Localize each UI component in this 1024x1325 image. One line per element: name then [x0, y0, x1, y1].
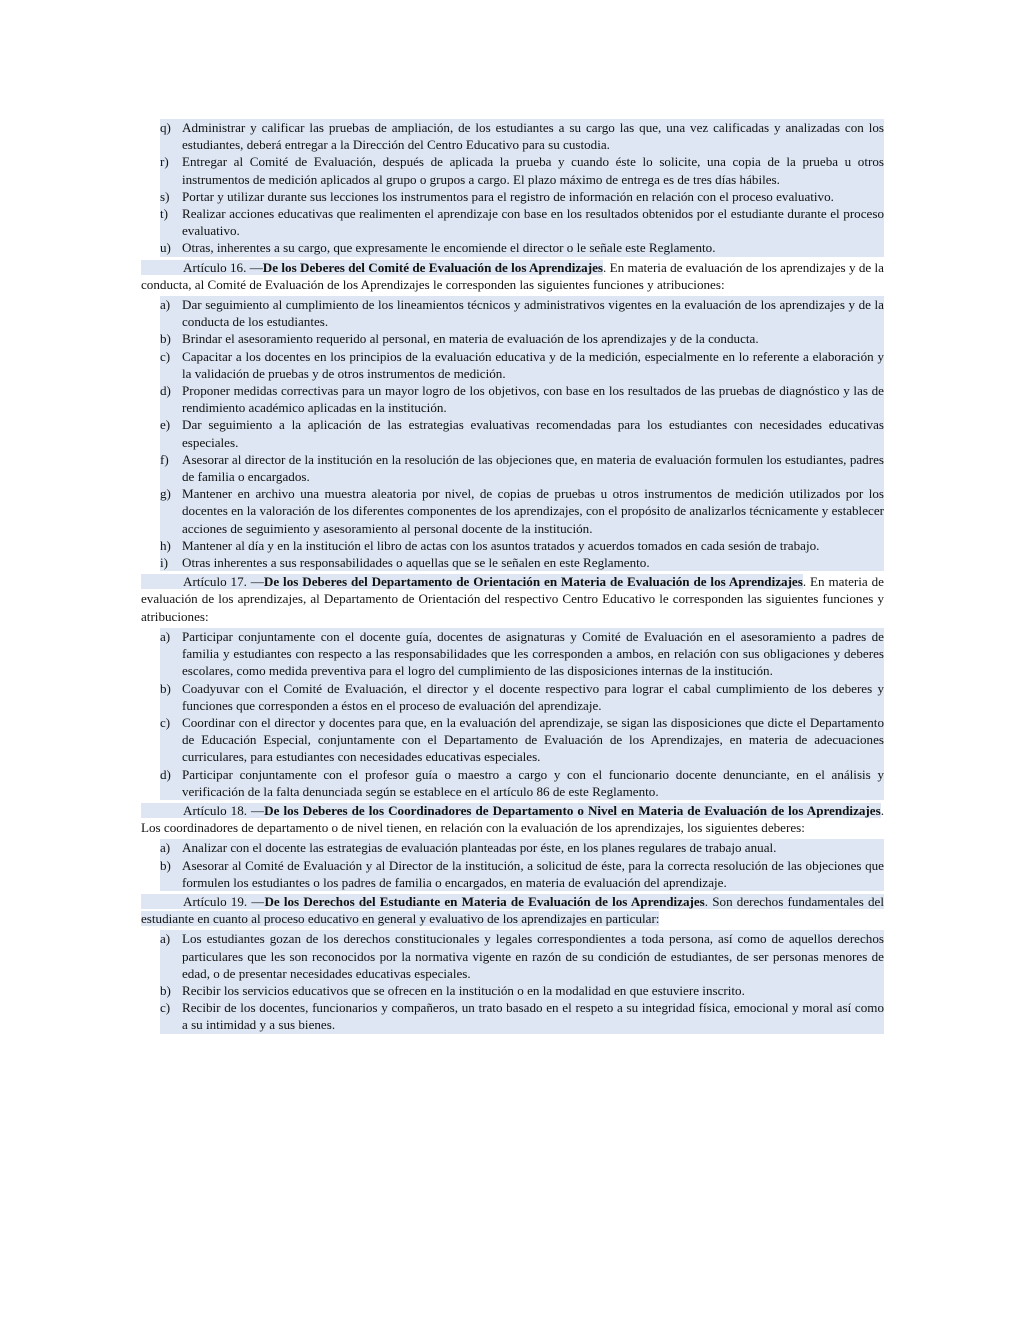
article-19-body: . Son derechos fundamentales del estudiante en cuanto al proceso educativo en general y evaluativo de los aprendizajes en particular:	[141, 893, 884, 927]
list-item-label: a)	[160, 297, 171, 313]
list-item-label: t)	[160, 206, 168, 222]
article-16	[141, 259, 884, 293]
rights-list-students	[141, 930, 884, 1033]
list-item-label: b)	[160, 680, 171, 696]
list-item	[160, 348, 884, 382]
list-item	[160, 451, 884, 485]
list-item-label: c)	[160, 1000, 171, 1016]
list-item	[160, 628, 884, 680]
list-item-text: Portar y utilizar durante sus lecciones los instrumentos para el registro de información en relación con el proceso evaluativo.	[182, 188, 834, 204]
duties-list-teachers	[141, 119, 884, 257]
list-item	[160, 999, 884, 1033]
list-item-text: Coordinar con el director y docentes para que, en la evaluación del aprendizaje, se sigan las disposiciones que dicte el Departamento de Educación Especial, conjuntamente con el Departamento de Evaluación de los Aprendizajes, en materia de adecuaciones curriculares, para estudiantes con necesidades educativas especiales.	[182, 714, 884, 765]
article-16-prefix: Artículo 16. —	[183, 259, 263, 275]
list-item-label: s)	[160, 188, 170, 204]
list-item-text: Mantener al día y en la institución el libro de actas con los asuntos tratados y acuerdos tomados en cada sesión de trabajo.	[182, 537, 820, 553]
list-item	[160, 153, 884, 187]
list-item-text: Coadyuvar con el Comité de Evaluación, el director y el docente respectivo para lograr el cabal cumplimiento de los deberes y funciones que corresponden a éstos en el proceso de evaluación del aprendizaje.	[182, 680, 884, 713]
list-item-label: g)	[160, 486, 171, 502]
list-item-text: Capacitar a los docentes en los principios de la evaluación educativa y de la medición, especialmente en lo referente a elaboración y la validación de pruebas y de otros instrumentos de medición.	[182, 348, 884, 381]
list-item-label: r)	[160, 154, 169, 170]
list-item-text: Recibir los servicios educativos que se ofrecen en la institución o en la modalidad en que estuviere inscrito.	[182, 982, 745, 998]
list-item	[160, 537, 884, 554]
article-18-heading: De los Deberes de los Coordinadores de Departamento o Nivel en Materia de Evaluación de los Aprendizajes	[264, 802, 881, 818]
list-item	[160, 296, 884, 330]
list-item	[160, 416, 884, 450]
article-16-body: . En materia de evaluación de los aprendizajes y de la conducta, al Comité de Evaluación de los Aprendizajes le corresponden las siguientes funciones y atribuciones:	[141, 259, 884, 292]
list-item-text: Participar conjuntamente con el profesor guía o maestro a cargo y con el funcionario docente denunciante, en el análisis y verificación de la falta denunciada según se establece en el artículo 86 de este Reglamento.	[182, 766, 884, 799]
list-item-label: b)	[160, 857, 171, 873]
list-item-label: d)	[160, 383, 171, 399]
list-item-text: Entregar al Comité de Evaluación, después de aplicada la prueba y cuando éste lo solicite, una copia de la prueba u otros instrumentos de medición aplicados al grupo o grupos a cargo. El plazo máximo de entrega es de tres días hábiles.	[182, 154, 884, 187]
list-item-label: e)	[160, 417, 171, 433]
list-item-label: a)	[160, 931, 171, 947]
list-item-label: d)	[160, 766, 171, 782]
duties-list-orientation	[141, 628, 884, 800]
article-16-heading: De los Deberes del Comité de Evaluación de los Aprendizajes	[262, 259, 603, 275]
list-item-text: Proponer medidas correctivas para un mayor logro de los objetivos, con base en los resultados de las pruebas de diagnóstico y las de rendimiento académico aplicadas en la institución.	[182, 383, 884, 416]
list-item-text: Dar seguimiento al cumplimiento de los lineamientos técnicos y administrativos vigentes en la evaluación de los aprendizajes y de la conducta de los estudiantes.	[182, 297, 884, 330]
list-item-text: Administrar y calificar las pruebas de ampliación, de los estudiantes a su cargo las que, una vez calificadas y analizadas con los estudiantes, deberá entregar a la Dirección del Centro Educativo para su custodia.	[182, 120, 884, 153]
list-item-text: Asesorar al director de la institución en la resolución de las objeciones que, en materia de evaluación formulen los estudiantes, padres de familia o encargados.	[182, 451, 884, 485]
article-17-heading: De los Deberes del Departamento de Orientación en Materia de Evaluación de los Aprendizajes	[263, 574, 803, 590]
list-item-text: Brindar el asesoramiento requerido al personal, en materia de evaluación de los aprendizajes y de la conducta.	[182, 331, 759, 347]
list-item-text: Los estudiantes gozan de los derechos constitucionales y legales correspondientes a toda persona, así como de aquellos derechos particulares que les son reconocidos por la normativa vigente en razón de su condición de estudiantes, de ser personas menores de edad, o de presentar necesidades educativas especiales.	[182, 931, 884, 981]
list-item-label: c)	[160, 348, 171, 364]
list-item	[160, 188, 884, 205]
list-item	[160, 330, 884, 347]
list-item-text: Dar seguimiento a la aplicación de las estrategias evaluativas recomendadas para los estudiantes con necesidades educativas especiales.	[182, 417, 884, 450]
article-19-heading: De los Derechos del Estudiante en Materia de Evaluación de los Aprendizajes	[264, 893, 705, 909]
list-item-label: a)	[160, 628, 171, 644]
list-item-label: a)	[160, 840, 171, 856]
list-item-text: Otras, inherentes a su cargo, que expresamente le encomiende el director o le señale este Reglamento.	[182, 240, 716, 256]
list-item	[160, 982, 884, 999]
article-18	[141, 802, 884, 836]
list-item	[160, 485, 884, 537]
list-item-text: Mantener en archivo una muestra aleatoria por nivel, de copias de pruebas u otros instrumentos de medición utilizados por los docentes en la valoración de los diferentes componentes de los aprendizajes, con el propósito de analizarlos técnicamente y establecer acciones de seguimiento y asesoramiento al personal docente de la institución.	[182, 486, 884, 536]
list-item-text: Asesorar al Comité de Evaluación y al Director de la institución, a solicitud de éste, para la correcta resolución de las objeciones que formulen los estudiantes o los padres de familia o encargados, en materia de evaluación del aprendizaje.	[182, 857, 884, 890]
article-17	[141, 573, 884, 625]
list-item	[160, 714, 884, 766]
list-item	[160, 554, 884, 571]
duties-list-committee	[141, 296, 884, 571]
article-17-prefix: Artículo 17. —	[183, 574, 264, 590]
list-item-text: Realizar acciones educativas que realimenten el aprendizaje con base en los resultados obtenidos por el estudiante durante el proceso evaluativo.	[182, 206, 884, 239]
list-item	[160, 205, 884, 239]
article-19-prefix: Artículo 19. —	[183, 893, 265, 909]
list-item	[160, 930, 884, 982]
article-17-body: . En materia de evaluación de los aprendizajes, al Departamento de Orientación del respectivo Centro Educativo le corresponden las siguientes funciones y atribuciones:	[141, 574, 884, 624]
list-item-label: q)	[160, 120, 171, 135]
list-item-label: i)	[160, 555, 168, 571]
list-item-label: c)	[160, 714, 171, 730]
list-item-label: b)	[160, 331, 171, 347]
list-item	[160, 680, 884, 714]
list-item	[160, 382, 884, 416]
list-item	[160, 839, 884, 856]
list-item-text: Otras inherentes a sus responsabilidades o aquellas que se le señalen en este Reglamento.	[182, 555, 650, 571]
document-page	[141, 119, 884, 1036]
list-item-text: Analizar con el docente las estrategias de evaluación planteadas por éste, en los planes regulares de trabajo anual.	[182, 840, 777, 856]
list-item-label: f)	[160, 451, 169, 467]
article-18-prefix: Artículo 18. —	[183, 802, 265, 818]
article-19	[141, 893, 884, 927]
list-item	[160, 239, 884, 256]
list-item-label: u)	[160, 240, 171, 256]
list-item-label: b)	[160, 982, 171, 998]
duties-list-coordinators	[141, 839, 884, 891]
list-item-label: h)	[160, 537, 171, 553]
list-item	[160, 766, 884, 800]
list-item	[160, 119, 884, 153]
list-item-text: Recibir de los docentes, funcionarios y compañeros, un trato basado en el respeto a su integridad física, emocional y moral así como a su intimidad y a sus bienes.	[182, 1000, 884, 1033]
article-18-body: . Los coordinadores de departamento o de nivel tienen, en relación con la evaluación de los aprendizajes, los siguientes deberes:	[141, 802, 884, 836]
list-item-text: Participar conjuntamente con el docente guía, docentes de asignaturas y Comité de Evaluación en el asesoramiento a padres de familia y estudiantes con respecto a las responsabilidades que les corresponden a ambos, en relación con sus obligaciones y deberes escolares, como medida preventiva para el logro del cumplimiento de las disposiciones internas de la institución.	[182, 628, 884, 679]
list-item	[160, 857, 884, 891]
